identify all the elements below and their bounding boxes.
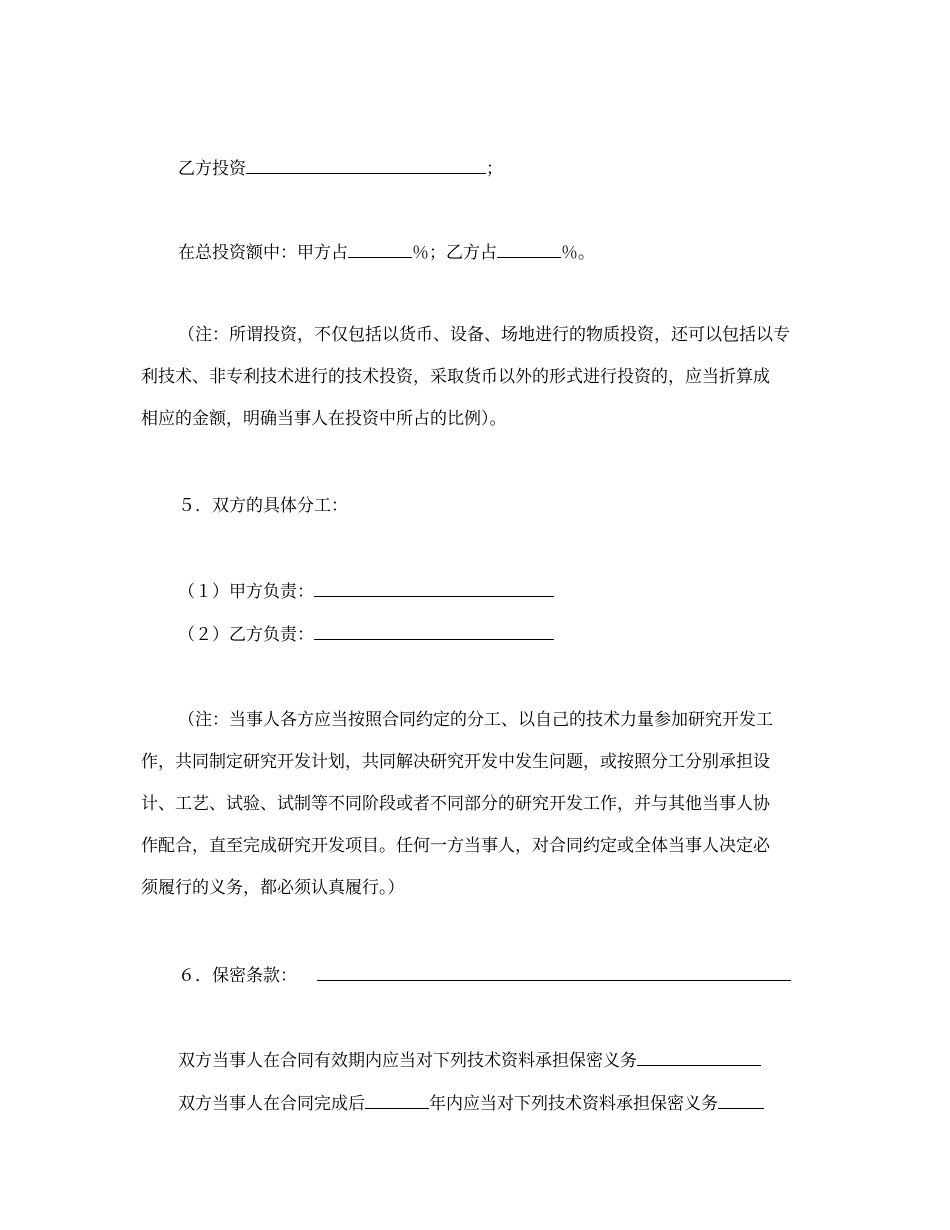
- semicolon: ；: [486, 159, 503, 179]
- section-5-heading: ５．双方的具体分工：: [178, 496, 348, 516]
- party-b-investment-line: [178, 157, 503, 180]
- party-a-duty-line: [178, 580, 554, 603]
- post-completion-line: [178, 1092, 764, 1115]
- confidentiality-blank[interactable]: [317, 964, 791, 981]
- note2-line2: 作，共同制定研究开发计划，共同解决研究开发中发生问题，或按照分工分别承担设: [141, 752, 770, 772]
- party-a-percent-blank[interactable]: [348, 241, 412, 258]
- investment-ratio-line: [178, 241, 595, 264]
- party-b-duty-label: （２）乙方负责：: [178, 625, 314, 645]
- confidentiality-term-blank[interactable]: [637, 1049, 761, 1066]
- post-completion-blank[interactable]: [718, 1092, 764, 1109]
- note2-line5: 须履行的义务，都必须认真履行。）: [141, 878, 405, 898]
- note1-line2: 利技术、非专利技术进行的技术投资，采取货币以外的形式进行投资的，应当折算成: [141, 367, 770, 387]
- party-b-investment-blank[interactable]: [246, 157, 486, 174]
- section-6-line: [178, 964, 791, 987]
- note2-line3: 计、工艺、试验、试制等不同阶段或者不同部分的研究开发工作，并与其他当事人协: [141, 794, 770, 814]
- note1-line1: （注：所谓投资，不仅包括以货币、设备、场地进行的物质投资，还可以包括以专: [178, 325, 790, 345]
- confidentiality-term-text: 双方当事人在合同有效期内应当对下列技术资料承担保密义务: [178, 1051, 637, 1071]
- ratio-end: ％。: [561, 243, 595, 263]
- party-b-percent-blank[interactable]: [497, 241, 561, 258]
- post-completion-text-a: 双方当事人在合同完成后: [178, 1094, 365, 1114]
- party-b-duty-line: [178, 623, 554, 646]
- party-b-investment-label: 乙方投资: [178, 159, 246, 179]
- post-completion-text-b: 年内应当对下列技术资料承担保密义务: [429, 1094, 718, 1114]
- ratio-mid: ％；乙方占: [412, 243, 497, 263]
- party-a-duty-label: （１）甲方负责：: [178, 582, 314, 602]
- years-blank[interactable]: [365, 1092, 429, 1109]
- note2-line4: 作配合，直至完成研究开发项目。任何一方当事人，对合同约定或全体当事人决定必: [141, 836, 770, 856]
- section-6-heading: ６．保密条款：: [178, 966, 297, 986]
- note2-line1: （注：当事人各方应当按照合同约定的分工、以自己的技术力量参加研究开发工: [178, 710, 773, 730]
- party-a-duty-blank[interactable]: [314, 580, 554, 597]
- ratio-prefix: 在总投资额中：甲方占: [178, 243, 348, 263]
- party-b-duty-blank[interactable]: [314, 623, 554, 640]
- note1-line3: 相应的金额，明确当事人在投资中所占的比例）。: [141, 409, 507, 429]
- confidentiality-term-line: [178, 1049, 761, 1072]
